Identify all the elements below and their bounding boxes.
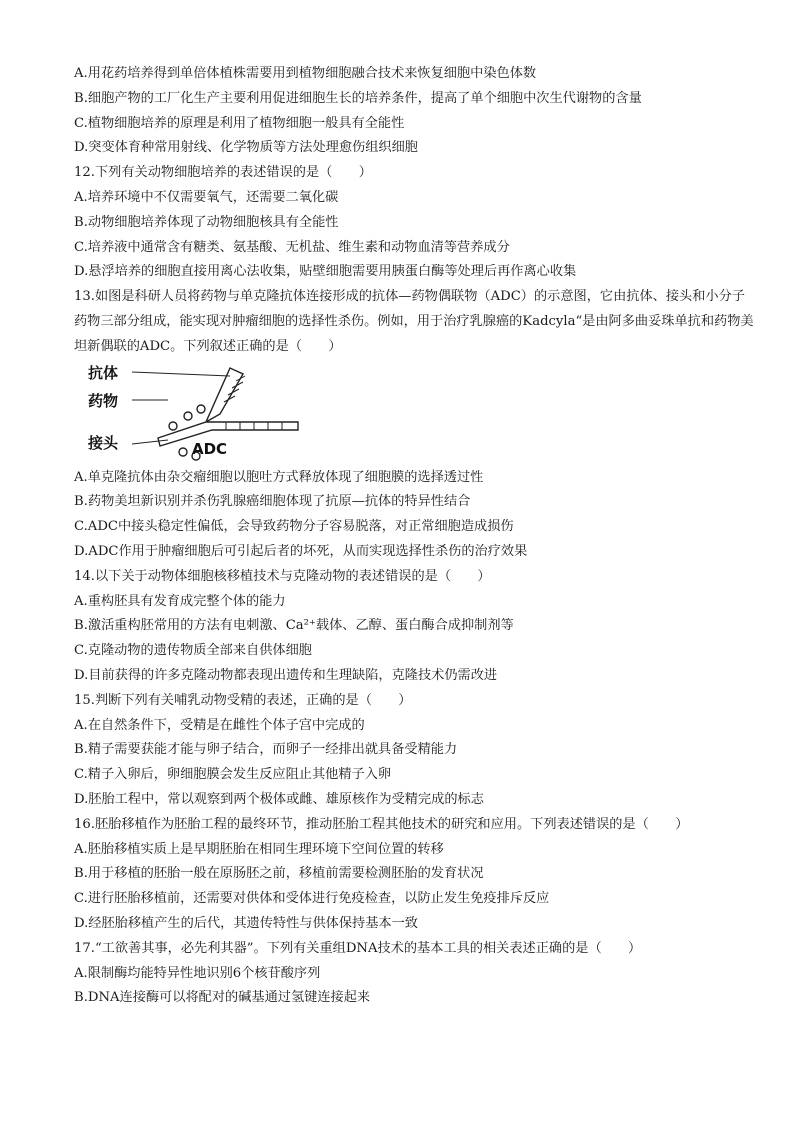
adc-body (158, 422, 298, 446)
text-line: C.精子入卵后，卵细胞膜会发生反应阻止其他精子入卵 (74, 767, 392, 783)
lines-after-figure (74, 466, 754, 1012)
question-14-stem: 14.以下关于动物体细胞核移植技术与克隆动物的表述错误的是（ ） (74, 568, 491, 584)
text-line: B.DNA连接酶可以将配对的碱基通过氢键连接起来 (74, 990, 371, 1006)
text-line: C.植物细胞培养的原理是利用了植物细胞一般具有全能性 (74, 115, 405, 131)
adc-diagram (74, 364, 754, 464)
text-line: B.动物细胞培养体现了动物细胞核具有全能性 (74, 214, 339, 230)
text-line: D.ADC作用于肿瘤细胞后可引起后者的坏死，从而实现选择性杀伤的治疗效果 (74, 543, 528, 559)
text-line: A.用花药培养得到单倍体植株需要用到植物细胞融合技术来恢复细胞中染色体数 (74, 66, 537, 81)
text-line: A.重构胚具有发育成完整个体的能力 (74, 593, 286, 609)
question-16-stem: 16.胚胎移植作为胚胎工程的最终环节，推动胚胎工程其他技术的研究和应用。下列表述错误的是（ ） (74, 816, 689, 832)
question-13-stem: 13.如图是科研人员将药物与单克隆抗体连接形成的抗体—药物偶联物（ADC）的示意图，它由抗体、接头和小分子药物三部分组成，能实现对肿瘤细胞的选择性杀伤。例如，用于治疗乳腺癌的Kadcyla“是由阿多曲妥珠单抗和药物美坦新偶联的ADC。下列叙述正确的是（ ） (74, 289, 754, 354)
label-drug: 药物 (88, 391, 119, 410)
text-line: B.激活重构胚常用的方法有电刺激、Ca²⁺载体、乙醇、蛋白酶合成抑制剂等 (74, 618, 514, 634)
text-line: A.在自然条件下，受精是在雌性个体子宫中完成的 (74, 717, 365, 733)
text-line: B.细胞产物的工厂化生产主要利用促进细胞生长的培养条件，提高了单个细胞中次生代谢物的含量 (74, 90, 642, 106)
text-line: B.用于移植的胚胎一般在原肠胚之前，移植前需要检测胚胎的发育状况 (74, 866, 484, 882)
label-adc: ADC (192, 439, 228, 458)
pointer-antibody (132, 372, 230, 376)
exam-page (74, 62, 754, 1011)
text-line: D.悬浮培养的细胞直接用离心法收集，贴壁细胞需要用胰蛋白酶等处理后再作离心收集 (74, 264, 577, 280)
text-line: B.药物美坦新识别并杀伤乳腺癌细胞体现了抗原—抗体的特异性结合 (74, 494, 471, 510)
question-12-stem: 12.下列有关动物细胞培养的表述错误的是（ ） (74, 165, 372, 181)
text-line: C.培养液中通常含有糖类、氨基酸、无机盐、维生素和动物血清等营养成分 (74, 239, 510, 255)
text-line: A.培养环境中不仅需要氧气，还需要二氧化碳 (74, 189, 339, 205)
text-line: C.克隆动物的遗传物质全部来自供体细胞 (74, 643, 312, 659)
text-line: D.目前获得的许多克隆动物都表现出遗传和生理缺陷，克隆技术仍需改进 (74, 667, 498, 683)
lines-before-figure (74, 62, 754, 285)
text-line: C.进行胚胎移植前，还需要对供体和受体进行免疫检查，以防止发生免疫排斥反应 (74, 891, 550, 907)
text-line: A.单克隆抗体由杂交瘤细胞以胞吐方式释放体现了细胞膜的选择透过性 (74, 469, 484, 485)
label-linker: 接头 (88, 433, 119, 452)
question-17-stem: 17.“工欲善其事，必先利其器”。下列有关重组DNA技术的基本工具的相关表述正确的是（ ） (74, 940, 642, 956)
text-line: D.经胚胎移植产生的后代，其遗传特性与供体保持基本一致 (74, 915, 418, 931)
text-line: C.ADC中接头稳定性偏低，会导致药物分子容易脱落，对正常细胞造成损伤 (74, 519, 514, 535)
label-antibody: 抗体 (88, 363, 119, 382)
text-line: D.突变体育种常用射线、化学物质等方法处理愈伤组织细胞 (74, 140, 418, 156)
text-line: A.胚胎移植实质上是早期胚胎在相同生理环境下空间位置的转移 (74, 841, 444, 857)
text-line: D.胚胎工程中，常以观察到两个极体或雌、雄原核作为受精完成的标志 (74, 791, 484, 807)
question-15-stem: 15.判断下列有关哺乳动物受精的表述，正确的是（ ） (74, 692, 412, 708)
text-line: B.精子需要获能才能与卵子结合，而卵子一经排出就具备受精能力 (74, 742, 458, 758)
text-line: A.限制酶均能特异性地识别6个核苷酸序列 (74, 965, 321, 981)
